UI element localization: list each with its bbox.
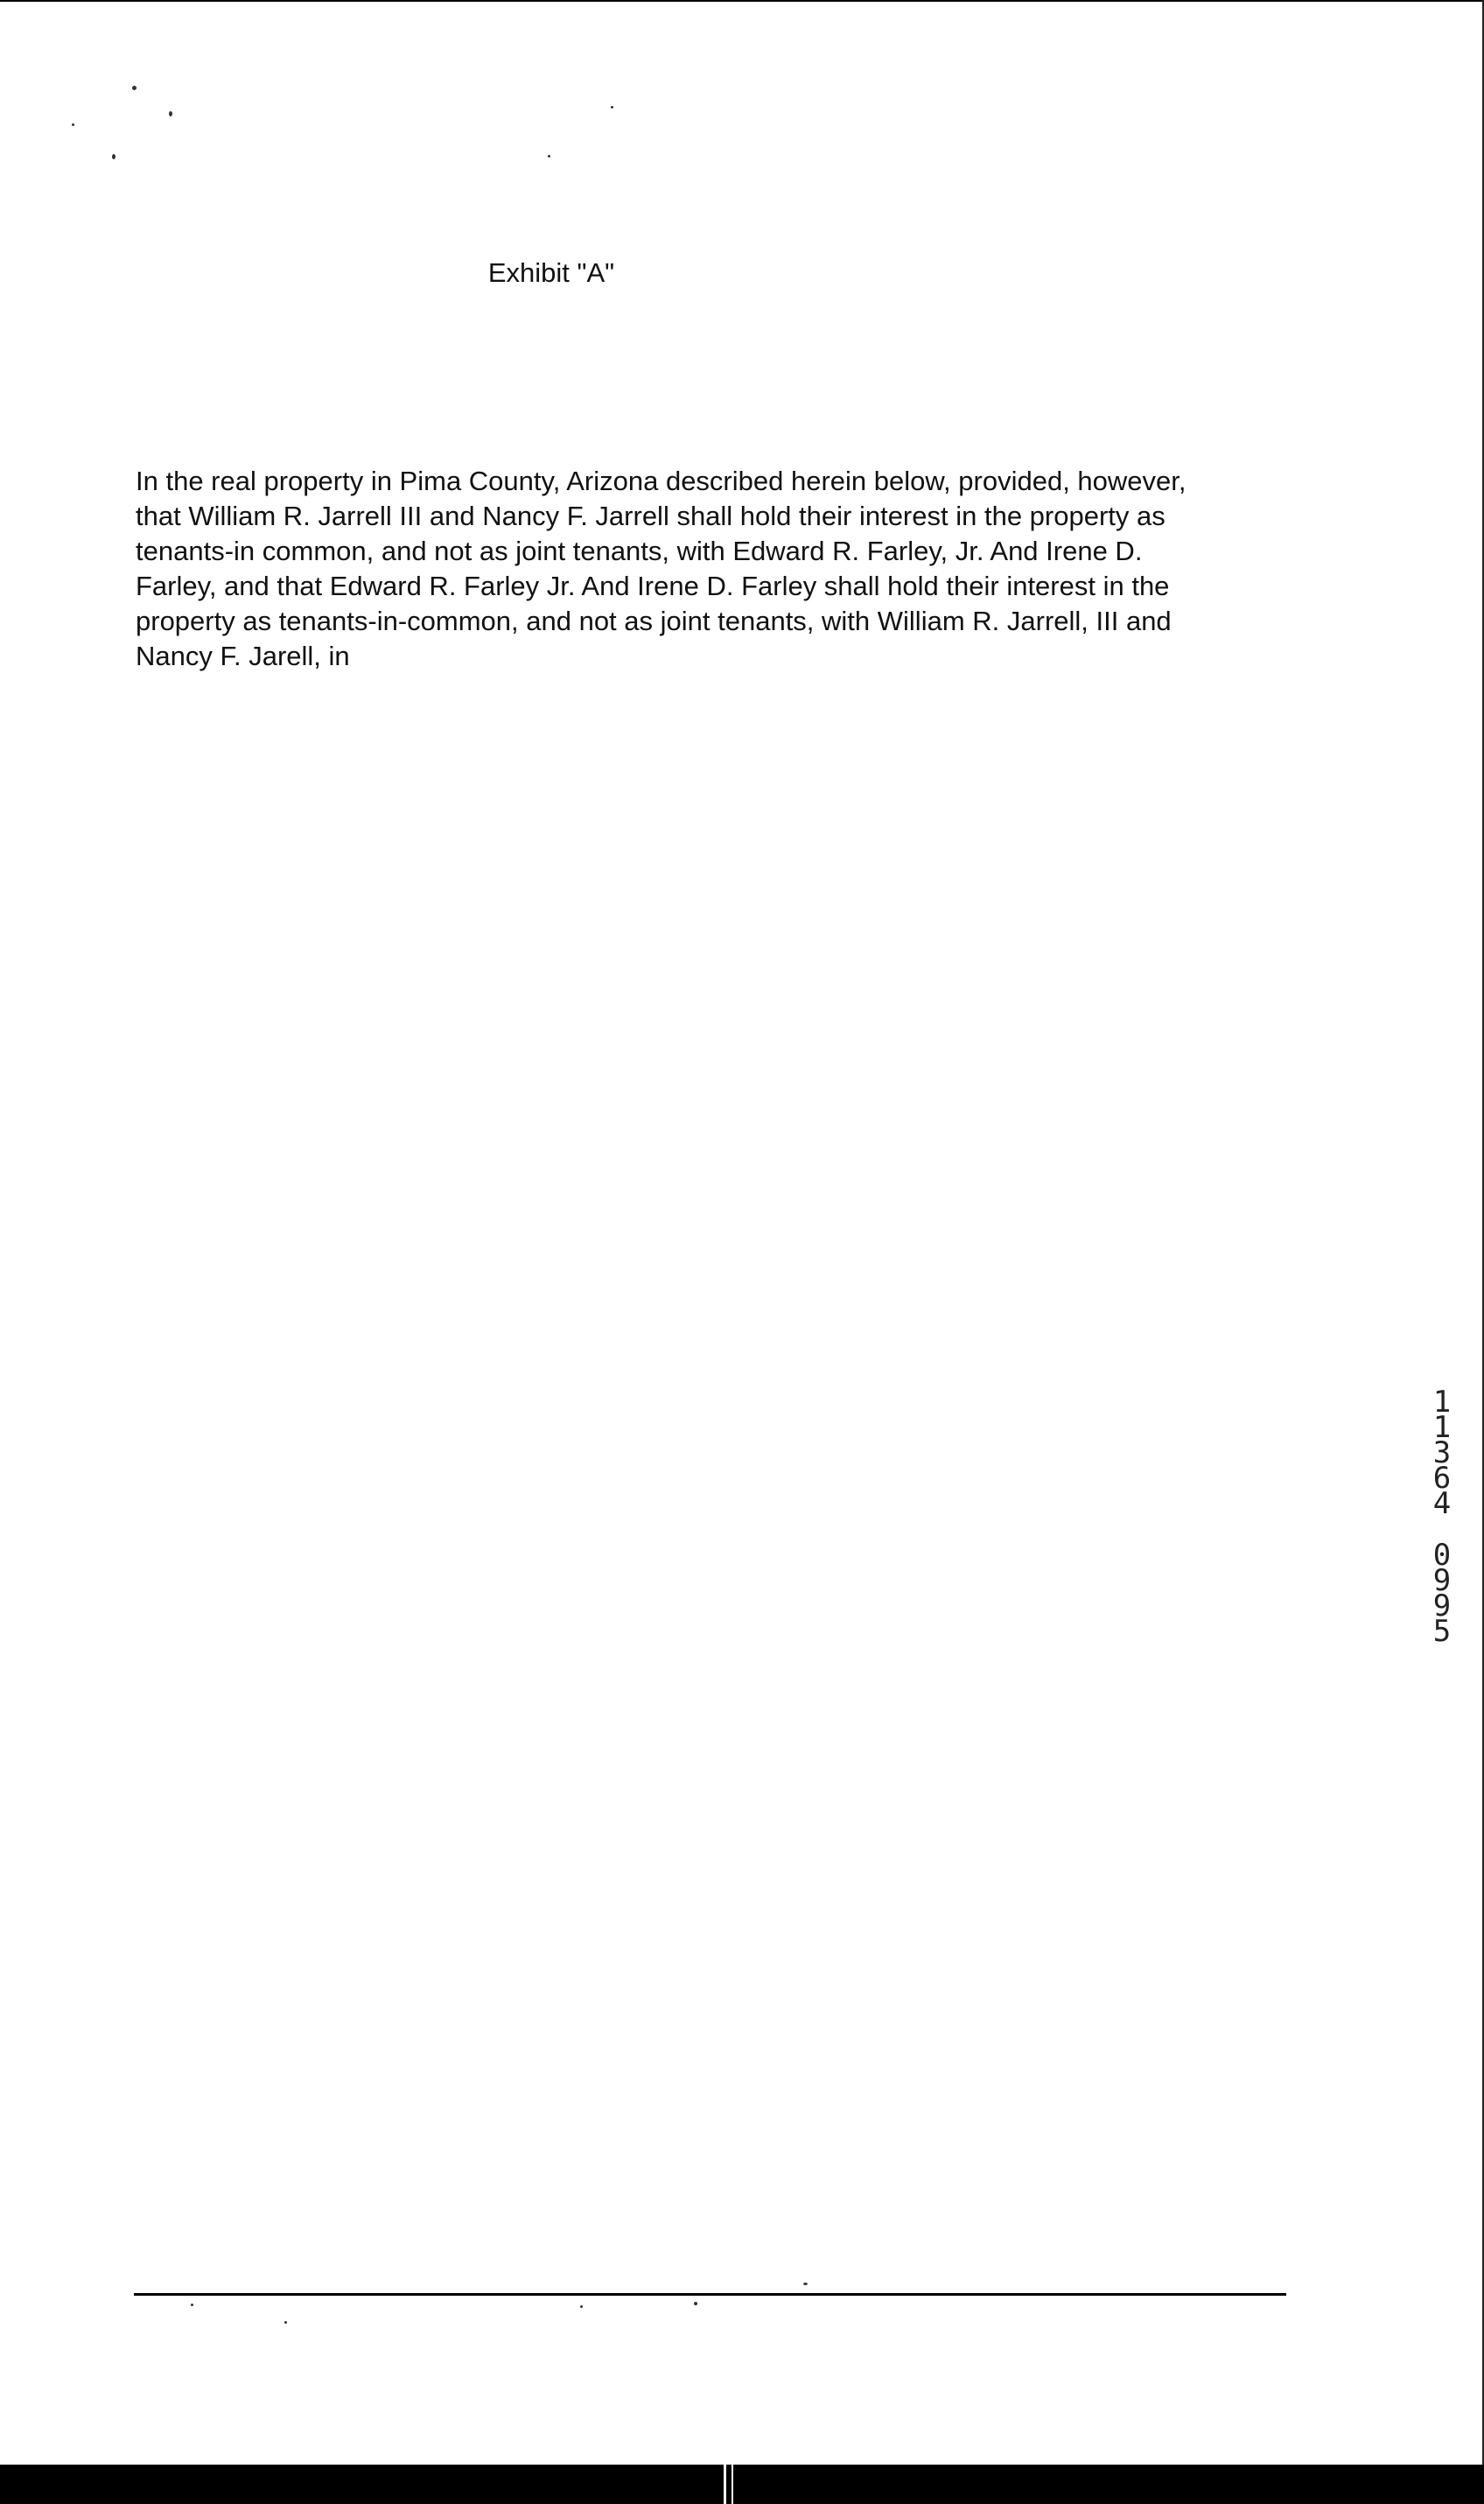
stamp-digit: 1 (1432, 1385, 1452, 1420)
paragraph-line: tenants-in common, and not as joint tenants, with Edward R. Farley, Jr. And Irene D. (136, 536, 1143, 566)
scan-speck (694, 2302, 697, 2305)
footer-rule (134, 2293, 1286, 2296)
scan-speck (72, 123, 74, 126)
scan-bottom-band (0, 2465, 1484, 2504)
stamp-digit: 6 (1432, 1461, 1452, 1496)
paragraph-line: property as tenants-in-common, and not as joint tenants, with William R. Jarrell, III and (136, 606, 1172, 636)
paragraph-line: that William R. Jarrell III and Nancy F. Jarrell shall hold their interest in the property as (136, 501, 1166, 531)
legal-description-paragraph (136, 464, 1299, 674)
paragraph-line: In the real property in Pima County, Arizona described herein below, provided, however, (136, 466, 1186, 496)
stamp-digit: 4 (1432, 1486, 1452, 1521)
scan-speck (132, 86, 136, 90)
scan-bottom-notch (732, 2465, 733, 2504)
scan-speck (803, 2283, 808, 2285)
paragraph-line: Farley, and that Edward R. Farley Jr. And Irene D. Farley shall hold their interest in the (136, 571, 1170, 601)
scan-bottom-notch (724, 2465, 726, 2504)
scan-speck (169, 111, 172, 116)
stamp-digit: 9 (1432, 1563, 1452, 1598)
scan-speck (284, 2321, 287, 2324)
stamp-digit: 9 (1432, 1589, 1452, 1624)
exhibit-title: Exhibit "A" (487, 257, 615, 288)
scan-speck (548, 155, 550, 158)
scan-speck (112, 154, 116, 159)
stamp-digit: 3 (1432, 1435, 1452, 1470)
scan-speck (611, 106, 613, 109)
recording-number-stamp (1424, 1385, 1460, 1649)
stamp-digit: 1 (1432, 1410, 1452, 1445)
scan-speck (191, 2304, 193, 2306)
stamp-digit: 0 (1432, 1538, 1452, 1573)
scan-speck (580, 2305, 583, 2308)
paragraph-line: Nancy F. Jarell, in (136, 641, 350, 671)
scan-top-edge (0, 0, 1484, 2)
stamp-digit: 5 (1432, 1614, 1452, 1649)
